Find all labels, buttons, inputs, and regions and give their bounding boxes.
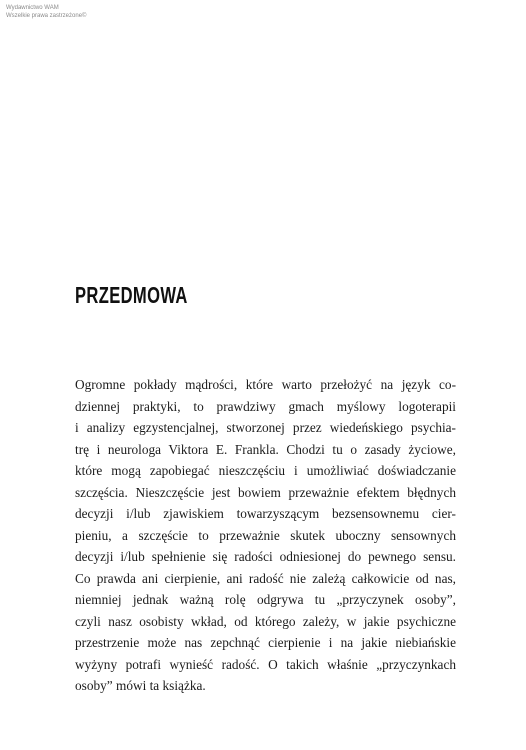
copyright-notice: Wszelkie prawa zastrzeżone© <box>6 13 87 19</box>
text-line: pieniu, a szczęście to przeważnie skutek uboczny sensownych <box>75 527 456 543</box>
text-line: decyzji i/lub zjawiskiem towarzyszącym bezsensownemu cier- <box>75 506 456 521</box>
text-line: decyzji i/lub spełnienie się radości odniesionej do pewnego sensu. <box>75 549 456 564</box>
text-line: osoby” mówi ta książka. <box>75 678 206 693</box>
text-line: szczęścia. Nieszczęście jest bowiem przeważnie efektem błędnych <box>75 484 456 500</box>
publisher-name: Wydawnictwo WAM <box>6 5 59 11</box>
body-paragraph <box>75 374 456 697</box>
text-line: i analizy egzystencjalnej, stworzonej przez wiedeńskiego psychia- <box>75 420 456 435</box>
text-line: trę i neurologa Viktora E. Frankla. Chodzi tu o zasady życiowe, <box>75 441 456 457</box>
publisher-notice <box>6 4 86 20</box>
text-line: Co prawda ani cierpienie, ani radość nie zależą całkowicie od nas, <box>75 570 456 586</box>
text-line: czyli nasz osobisty wkład, od którego zależy, w jakie psychiczne <box>75 613 456 629</box>
text-line: wyżyny potrafi wynieść radość. O takich właśnie „przyczynkach <box>75 656 456 672</box>
text-line: niemniej jednak ważną rolę odgrywa tu „przyczynek osoby”, <box>75 592 456 607</box>
text-line: przestrzenie może nas zepchnąć cierpienie i na jakie niebiańskie <box>75 635 456 650</box>
text-line: Ogromne pokłady mądrości, które warto przełożyć na język co- <box>75 377 456 392</box>
chapter-title: PRZEDMOWA <box>75 282 188 308</box>
text-line: które mogą zapobiegać nieszczęściu i umożliwiać doświadczanie <box>75 463 456 478</box>
text-line: dziennej praktyki, to prawdziwy gmach myślowy logoterapii <box>75 398 456 414</box>
